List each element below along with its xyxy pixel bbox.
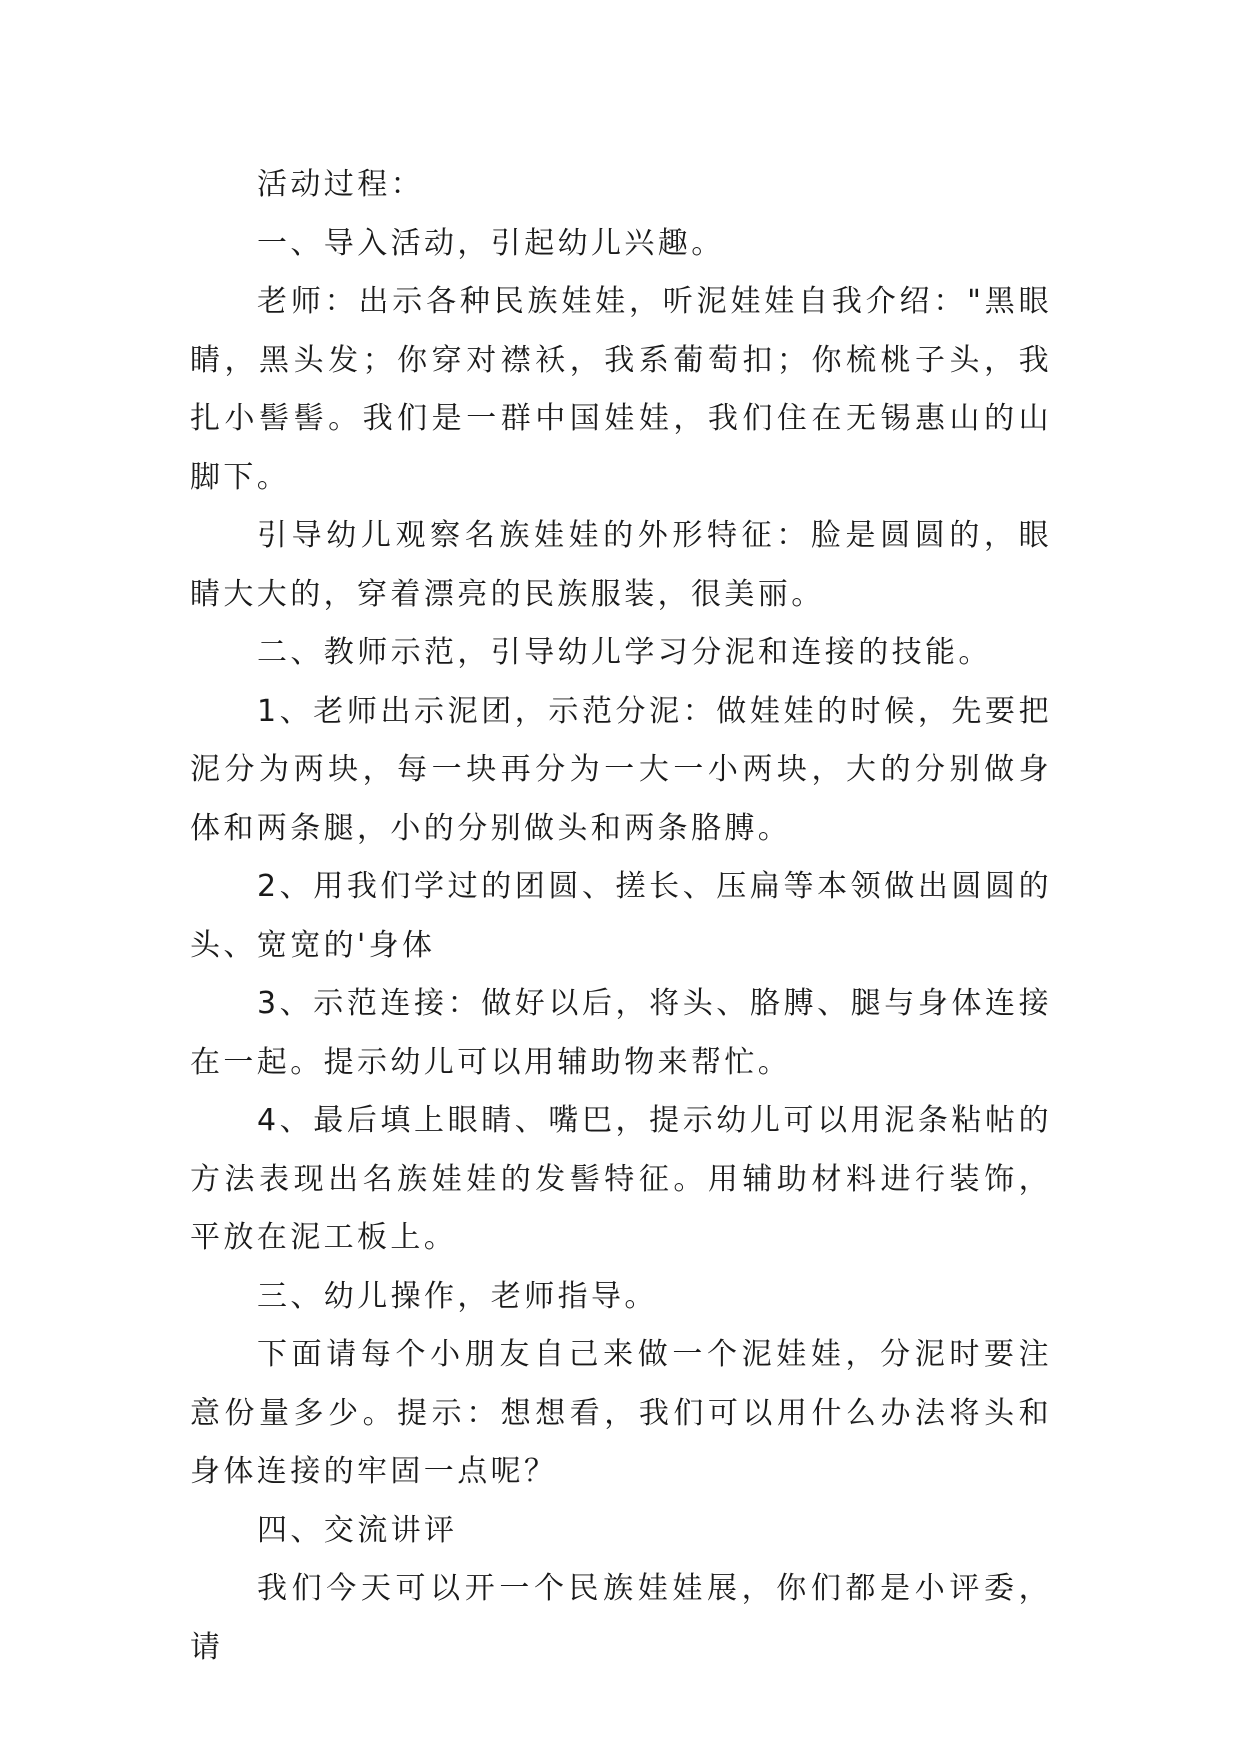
paragraph-step-3: 3、示范连接：做好以后，将头、胳膊、腿与身体连接在一起。提示幼儿可以用辅助物来帮忙。 [190, 986, 1052, 1080]
paragraph-step-1: 1、老师出示泥团，示范分泥：做娃娃的时候，先要把泥分为两块，每一块再分为一大一小两块，大的分别做身体和两条腿，小的分别做头和两条胳膊。 [190, 693, 1052, 846]
paragraph-step-2: 2、用我们学过的团圆、搓长、压扁等本领做出圆圆的头、宽宽的'身体 [190, 869, 1052, 963]
paragraph-step-4: 4、最后填上眼睛、嘴巴，提示幼儿可以用泥条粘帖的方法表现出名族娃娃的发髻特征。用辅助材料进行装饰，平放在泥工板上。 [190, 1103, 1052, 1255]
document-body [190, 156, 1052, 1677]
paragraph-section-two-heading: 二、教师示范，引导幼儿学习分泥和连接的技能。 [257, 635, 992, 670]
paragraph-section-one-heading: 一、导入活动，引起幼儿兴趣。 [257, 225, 725, 261]
paragraph-evaluation: 我们今天可以开一个民族娃娃展，你们都是小评委，请 [190, 1571, 1052, 1665]
paragraph-activity-process-heading: 活动过程： [257, 167, 424, 202]
paragraph-observe-features: 引导幼儿观察名族娃娃的外形特征：脸是圆圆的，眼睛大大的，穿着漂亮的民族服装，很美丽。 [190, 518, 1052, 612]
paragraph-section-four-heading: 四、交流讲评 [257, 1512, 458, 1548]
paragraph-children-practice: 下面请每个小朋友自己来做一个泥娃娃，分泥时要注意份量多少。提示：想想看，我们可以用什么办法将头和身体连接的牢固一点呢？ [190, 1337, 1052, 1489]
paragraph-teacher-intro: 老师：出示各种民族娃娃，听泥娃娃自我介绍："黑眼睛，黑头发；你穿对襟袄，我系葡萄扣；你梳桃子头，我扎小髻髻。我们是一群中国娃娃，我们住在无锡惠山的山脚下。 [190, 284, 1052, 495]
paragraph-section-three-heading: 三、幼儿操作，老师指导。 [257, 1278, 658, 1314]
